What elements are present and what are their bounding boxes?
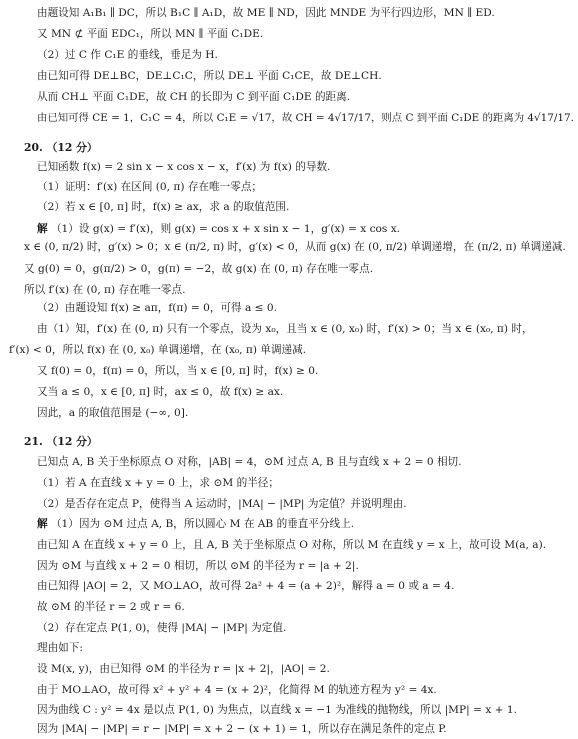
text-line: 因为 ⊙M 与直线 x + 2 = 0 相切，所以 ⊙M 的半径为 r = |a + 2|. xyxy=(37,560,359,572)
text-line: 所以 f′(x) 在 (0, π) 存在唯一零点. xyxy=(24,284,186,296)
text-line: 已知函数 f(x) = 2 sin x − x cos x − x，f′(x) 为 f(x) 的导数. xyxy=(37,161,331,173)
solution-label: 解 xyxy=(37,518,48,530)
text-line: 由于 MO⊥AO，故可得 x² + y² + 4 = (x + 2)²，化简得 M 的轨迹方程为 y² = 4x. xyxy=(37,684,437,696)
text-line: （1）若 A 在直线 x + y = 0 上，求 ⊙M 的半径； xyxy=(37,477,279,489)
solution-line xyxy=(37,517,354,531)
text-line: 从而 CH⊥ 平面 C₁DE，故 CH 的长即为 C 到平面 C₁DE 的距离. xyxy=(37,91,351,103)
text-line: 因此，a 的取值范围是 (−∞, 0]. xyxy=(37,407,189,419)
question-21-header: 21. （12 分） xyxy=(24,435,98,448)
text-line: 由已知得 |AO| = 2，又 MO⊥AO，故可得 2a² + 4 = (a + 2)²，解得 a = 0 或 a = 4. xyxy=(37,580,455,592)
text-line: 由题设知 A₁B₁ ∥ DC，所以 B₁C ∥ A₁D，故 ME ∥ ND，因此 MNDE 为平行四边形，MN ∥ ED. xyxy=(37,7,495,19)
text-line: 理由如下: xyxy=(37,642,83,654)
text-line: 因为曲线 C : y² = 4x 是以点 P(1, 0) 为焦点，以直线 x = −1 为准线的抛物线，所以 |MP| = x + 1. xyxy=(37,704,518,716)
text-line: 设 M(x, y)，由已知得 ⊙M 的半径为 r = |x + 2|，|AO| = 2. xyxy=(37,663,330,675)
text-span: （1）设 g(x) = f′(x)，则 g(x) = cos x + x sin x − 1，g′(x) = x cos x. xyxy=(50,223,401,235)
text-line: 由（1）知，f′(x) 在 (0, π) 只有一个零点，设为 x₀，且当 x ∈ (0, x₀) 时，f′(x) > 0；当 x ∈ (x₀, π) 时， xyxy=(37,323,533,335)
text-line: 又 g(0) = 0，g(π/2) > 0，g(π) = −2，故 g(x) 在 (0, π) 存在唯一零点. xyxy=(24,263,374,275)
text-line: （2）若 x ∈ [0, π] 时，f(x) ≥ ax，求 a 的取值范围. xyxy=(37,201,290,213)
solution-line xyxy=(37,222,400,236)
text-line: f′(x) < 0，所以 f(x) 在 (0, x₀) 单调递增，在 (x₀, π) 单调递减. xyxy=(9,344,307,356)
text-line: 由已知可得 DE⊥BC，DE⊥C₁C，所以 DE⊥ 平面 C₁CE，故 DE⊥CH. xyxy=(37,70,382,82)
text-line: （2）由题设知 f(x) ≥ aπ，f(π) = 0，可得 a ≤ 0. xyxy=(37,302,277,314)
text-line: 已知点 A, B 关于坐标原点 O 对称，|AB| = 4，⊙M 过点 A, B 且与直线 x + 2 = 0 相切. xyxy=(37,456,462,468)
text-line: 由已知可得 CE = 1，C₁C = 4，所以 C₁E = √17，故 CH = 4√17/17，则点 C 到平面 C₁DE 的距离为 4√17/17. xyxy=(37,112,574,124)
text-line: 又当 a ≤ 0，x ∈ [0, π] 时，ax ≤ 0，故 f(x) ≥ ax. xyxy=(37,386,284,398)
text-line: 因为 |MA| − |MP| = r − |MP| = x + 2 − (x + 1) = 1，所以存在满足条件的定点 P. xyxy=(37,723,447,735)
text-line: （2）存在定点 P(1, 0)，使得 |MA| − |MP| 为定值. xyxy=(37,622,287,634)
text-line: （2）过 C 作 C₁E 的垂线，垂足为 H. xyxy=(37,49,218,61)
text-line: 故 ⊙M 的半径 r = 2 或 r = 6. xyxy=(37,601,185,613)
solution-label: 解 xyxy=(37,223,48,235)
question-20-header: 20. （12 分） xyxy=(24,141,98,154)
text-line: （2）是否存在定点 P，使得当 A 运动时，|MA| − |MP| 为定值？并说明理由. xyxy=(37,498,407,510)
text-span: （1）因为 ⊙M 过点 A, B，所以圆心 M 在 AB 的垂直平分线上. xyxy=(50,518,355,530)
text-line: 由已知 A 在直线 x + y = 0 上，且 A, B 关于坐标原点 O 对称，所以 M 在直线 y = x 上，故可设 M(a, a). xyxy=(37,539,547,551)
text-line: 又 MN ⊄ 平面 EDC₁，所以 MN ∥ 平面 C₁DE. xyxy=(37,28,264,40)
text-line: 又 f(0) = 0，f(π) = 0，所以，当 x ∈ [0, π] 时，f(x) ≥ 0. xyxy=(37,365,319,377)
text-line: （1）证明：f′(x) 在区间 (0, π) 存在唯一零点； xyxy=(37,181,263,193)
text-line: x ∈ (0, π/2) 时，g′(x) > 0；x ∈ (π/2, π) 时，g′(x) < 0，从而 g(x) 在 (0, π/2) 单调递增，在 (π/2, π) 单调递减. xyxy=(24,241,566,253)
